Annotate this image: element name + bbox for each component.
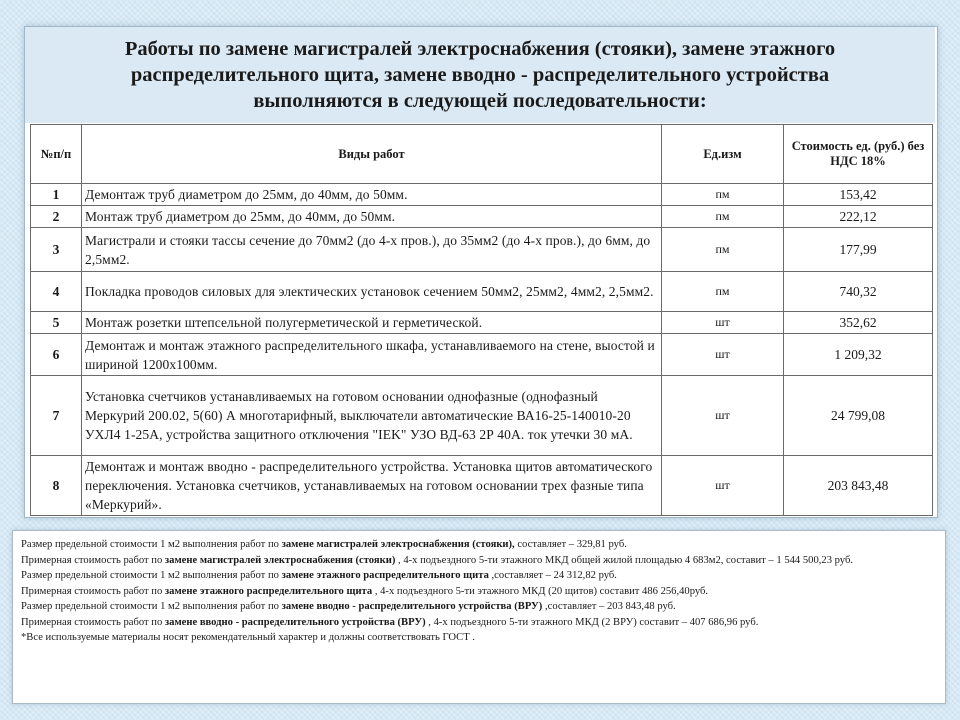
- title-line-2: распределительного щита, замене вводно - распределительного устройства: [130, 64, 830, 86]
- row-work: Демонтаж и монтаж этажного распределительного шкафа, устанавливаемого на стене, выостой и шириной 1200х100мм.: [82, 334, 662, 376]
- note-text: составляет – 329,81 руб.: [514, 539, 627, 550]
- note-text: Примерная стоимость работ по: [21, 554, 165, 566]
- row-cost: 177,99: [784, 228, 933, 272]
- notes-text: [21, 537, 941, 646]
- header-work: Виды работ: [82, 125, 662, 184]
- row-cost: 352,62: [784, 312, 933, 334]
- note-text: Примерная стоимость работ по: [21, 585, 165, 597]
- table-row: [31, 184, 933, 206]
- row-cost: 1 209,32: [784, 334, 933, 376]
- row-work: Монтаж розетки штепсельной полугерметической и герметической.: [82, 312, 662, 334]
- note-line: [21, 615, 941, 631]
- row-unit: шт: [662, 456, 784, 516]
- row-cost: 24 799,08: [784, 376, 933, 456]
- header-unit: Ед.изм: [662, 125, 784, 184]
- note-line: [21, 553, 941, 569]
- row-num: 5: [31, 312, 82, 334]
- row-num: 1: [31, 184, 82, 206]
- row-num: 3: [31, 228, 82, 272]
- note-line: [21, 568, 941, 584]
- note-emphasis: замене магистралей электроснабжения (стояки): [164, 554, 396, 566]
- table-row: [31, 228, 933, 272]
- note-text: ,составляет – 203 843,48 руб.: [542, 601, 676, 612]
- notes-panel: [12, 530, 946, 704]
- table-row: [31, 376, 933, 456]
- row-num: 8: [31, 456, 82, 516]
- row-num: 6: [31, 334, 82, 376]
- note-text: Примерная стоимость работ по: [21, 616, 165, 628]
- row-num: 2: [31, 206, 82, 228]
- note-emphasis: замене вводно - распределительного устройства (ВРУ): [164, 616, 426, 628]
- table-header-row: [31, 125, 933, 184]
- row-unit: шт: [662, 312, 784, 334]
- row-unit: пм: [662, 228, 784, 272]
- note-line: *Все используемые материалы носят рекомендательный характер и должны соответствовать ГОСТ .: [21, 632, 475, 643]
- note-emphasis: замене магистралей электроснабжения (стояки),: [281, 539, 515, 550]
- row-unit: шт: [662, 334, 784, 376]
- row-work: Демонтаж и монтаж вводно - распределительного устройства. Установка щитов автоматического переключения. Установка счетчиков, устанавливаемых на готовом основании трех фазные типа «Меркурий».: [82, 456, 662, 516]
- row-work: Монтаж труб диаметром до 25мм, до 40мм, до 50мм.: [82, 206, 662, 228]
- slide-panel: [24, 26, 938, 518]
- table-row: [31, 312, 933, 334]
- row-num: 4: [31, 272, 82, 312]
- table-row: [31, 272, 933, 312]
- row-unit: шт: [662, 376, 784, 456]
- row-work: Покладка проводов силовых для электических установок сечением 50мм2, 25мм2, 4мм2, 2,5мм2.: [82, 272, 662, 312]
- note-text: , 4-х подъездного 5-ти этажного МКД общей жилой площадью 4 683м2, составит – 1 544 500,23 руб.: [395, 554, 854, 566]
- row-num: 7: [31, 376, 82, 456]
- row-cost: 203 843,48: [784, 456, 933, 516]
- row-work: Демонтаж труб диаметром до 25мм, до 40мм, до 50мм.: [82, 184, 662, 206]
- row-work: Установка счетчиков устанавливаемых на готовом основании однофазные (однофазный Меркурий 200.02, 5(60) А многотарифный, выключатели автоматические ВА16-25-140010-20 УХЛ4 1-25А, устройства защитного отключения "IEK" УЗО ВД-63 2Р 40А. ток утечки 30 мА.: [82, 376, 662, 456]
- row-cost: 153,42: [784, 184, 933, 206]
- note-text: Размер предельной стоимости 1 м2 выполнения работ по: [21, 601, 282, 612]
- note-text: Размер предельной стоимости 1 м2 выполнения работ по: [21, 539, 282, 550]
- note-text: ,составляет – 24 312,82 руб.: [488, 570, 617, 581]
- table-row: [31, 206, 933, 228]
- header-cost: Стоимость ед. (руб.) без НДС 18%: [784, 125, 933, 184]
- row-cost: 740,32: [784, 272, 933, 312]
- title-line-1: Работы по замене магистралей электроснабжения (стояки), замене этажного: [124, 38, 836, 60]
- table-row: [31, 456, 933, 516]
- note-emphasis: замене этажного распределительного щита: [281, 570, 489, 581]
- note-emphasis: замене этажного распределительного щита: [164, 585, 373, 597]
- header-num: №п/п: [31, 125, 82, 184]
- row-unit: пм: [662, 206, 784, 228]
- row-cost: 222,12: [784, 206, 933, 228]
- works-table: [30, 124, 933, 516]
- page-title: [95, 36, 865, 114]
- note-emphasis: замене вводно - распределительного устройства (ВРУ): [281, 601, 543, 612]
- row-unit: пм: [662, 184, 784, 206]
- note-text: , 4-х подъездного 5-ти этажного МКД (20 щитов) составит 486 256,40руб.: [372, 585, 709, 597]
- note-text: , 4-х подъездного 5-ти этажного МКД (2 ВРУ) составит – 407 686,96 руб.: [425, 616, 759, 628]
- title-box: [25, 27, 935, 123]
- note-line: [21, 599, 941, 615]
- row-work: Магистрали и стояки тассы сечение до 70мм2 (до 4-х пров.), до 35мм2 (до 4-х пров.), до 6мм, до 2,5мм2.: [82, 228, 662, 272]
- note-line: [21, 584, 941, 600]
- note-line: [21, 537, 941, 553]
- row-unit: пм: [662, 272, 784, 312]
- table-row: [31, 334, 933, 376]
- note-text: Размер предельной стоимости 1 м2 выполнения работ по: [21, 570, 282, 581]
- title-line-3: выполняются в следующей последовательности:: [253, 90, 707, 112]
